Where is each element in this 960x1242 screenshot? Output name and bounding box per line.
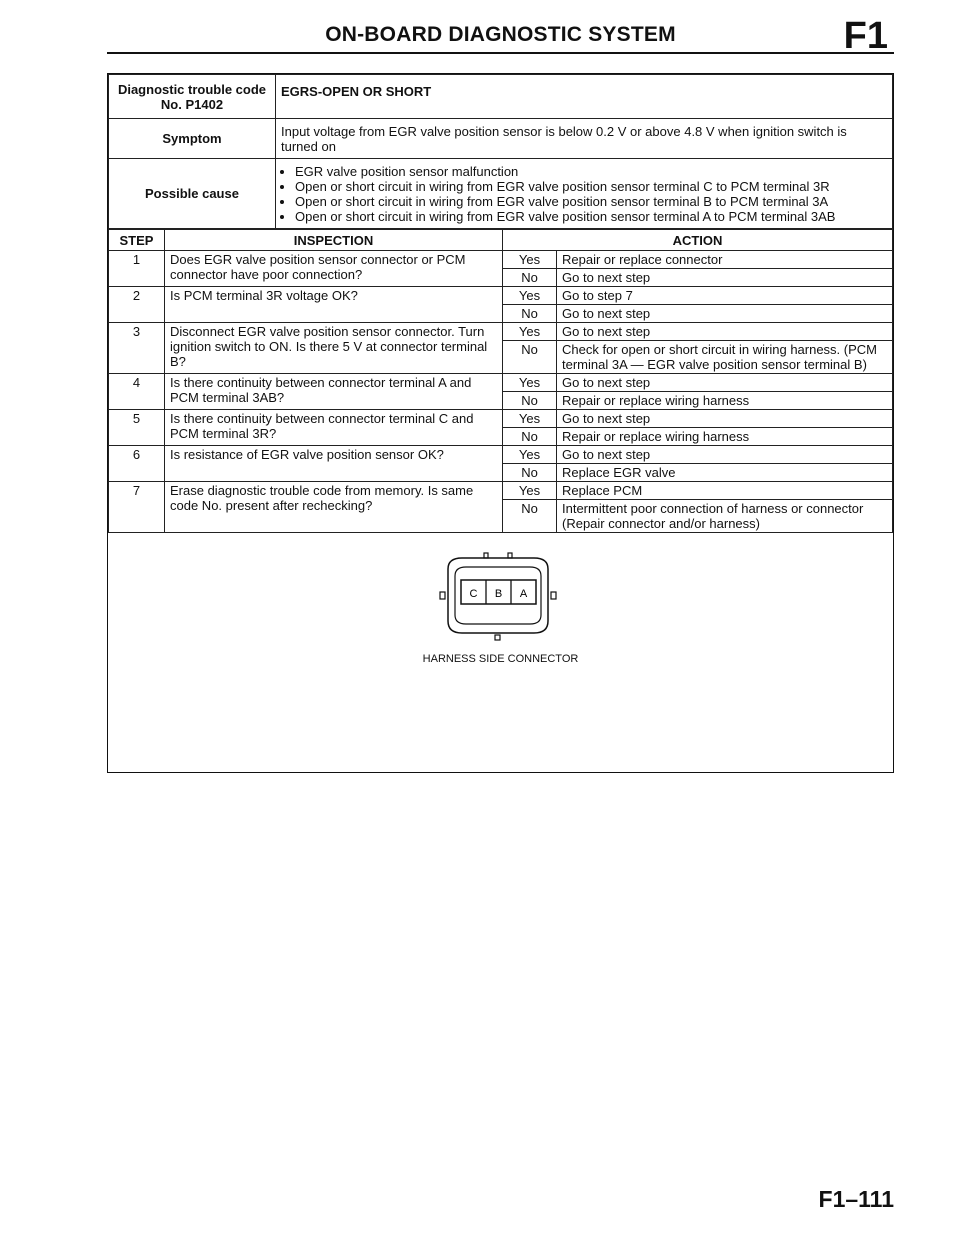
no-action: Replace EGR valve	[557, 464, 893, 482]
step-number: 2	[109, 287, 165, 323]
cause-item: • Open or short circuit in wiring from EGR valve position sensor terminal A to PCM terminal 3AB	[295, 209, 887, 224]
step-inspection: Is resistance of EGR valve position sensor OK?	[165, 446, 503, 482]
step-number: 6	[109, 446, 165, 482]
step-number: 1	[109, 251, 165, 287]
yes-label: Yes	[503, 446, 557, 464]
connector-caption: HARNESS SIDE CONNECTOR	[422, 653, 579, 665]
dtc-value: EGRS-OPEN OR SHORT	[276, 75, 893, 119]
yes-action: Go to step 7	[557, 287, 893, 305]
page-title: ON-BOARD DIAGNOSTIC SYSTEM	[325, 23, 676, 46]
step-row-yes	[109, 446, 893, 464]
dtc-label: Diagnostic trouble code No. P1402	[109, 75, 276, 119]
step-number: 3	[109, 323, 165, 374]
no-label: No	[503, 428, 557, 446]
symptom-row	[109, 119, 893, 159]
connector-diagram	[108, 533, 893, 678]
possible-cause-list-cell	[276, 159, 893, 229]
step-number: 7	[109, 482, 165, 533]
no-action: Repair or replace wiring harness	[557, 392, 893, 410]
no-action: Check for open or short circuit in wiring harness. (PCM terminal 3A — EGR valve position sensor terminal B)	[557, 341, 893, 374]
no-label: No	[503, 500, 557, 533]
terminal-c-label: C	[469, 588, 478, 600]
inspection-table	[108, 229, 893, 533]
yes-action: Go to next step	[557, 410, 893, 428]
yes-action: Go to next step	[557, 374, 893, 392]
yes-label: Yes	[503, 251, 557, 269]
inspection-column-header: INSPECTION	[165, 230, 503, 251]
section-code: F1	[843, 15, 888, 57]
step-column-header: STEP	[109, 230, 165, 251]
cause-item: • EGR valve position sensor malfunction	[295, 164, 887, 179]
symptom-value: Input voltage from EGR valve position sensor is below 0.2 V or above 4.8 V when ignition switch is turned on	[276, 119, 893, 159]
step-inspection: Is there continuity between connector terminal C and PCM terminal 3R?	[165, 410, 503, 446]
step-number: 4	[109, 374, 165, 410]
possible-cause-row	[109, 159, 893, 229]
no-label: No	[503, 305, 557, 323]
step-row-yes	[109, 251, 893, 269]
possible-cause-label: Possible cause	[109, 159, 276, 229]
step-inspection: Is PCM terminal 3R voltage OK?	[165, 287, 503, 323]
no-label: No	[503, 464, 557, 482]
yes-label: Yes	[503, 287, 557, 305]
no-label: No	[503, 269, 557, 287]
step-inspection: Does EGR valve position sensor connector or PCM connector have poor connection?	[165, 251, 503, 287]
yes-action: Repair or replace connector	[557, 251, 893, 269]
step-inspection: Is there continuity between connector terminal A and PCM terminal 3AB?	[165, 374, 503, 410]
no-action: Repair or replace wiring harness	[557, 428, 893, 446]
yes-action: Go to next step	[557, 446, 893, 464]
step-inspection: Disconnect EGR valve position sensor connector. Turn ignition switch to ON. Is there 5 V at connector terminal B?	[165, 323, 503, 374]
yes-action: Replace PCM	[557, 482, 893, 500]
action-column-header: ACTION	[503, 230, 893, 251]
page-header	[107, 15, 894, 57]
cause-item: • Open or short circuit in wiring from EGR valve position sensor terminal C to PCM terminal 3R	[295, 179, 887, 194]
yes-label: Yes	[503, 374, 557, 392]
no-action: Go to next step	[557, 269, 893, 287]
inspection-steps	[109, 251, 893, 533]
yes-label: Yes	[503, 323, 557, 341]
dtc-info-table	[108, 74, 893, 229]
step-row-yes	[109, 410, 893, 428]
yes-label: Yes	[503, 410, 557, 428]
no-label: No	[503, 392, 557, 410]
step-row-yes	[109, 482, 893, 500]
step-row-yes	[109, 287, 893, 305]
diagnostic-document	[107, 73, 894, 773]
terminal-b-label: B	[494, 588, 503, 600]
no-label: No	[503, 341, 557, 374]
no-action: Intermittent poor connection of harness or connector (Repair connector and/or harness)	[557, 500, 893, 533]
yes-action: Go to next step	[557, 323, 893, 341]
inspection-header-row	[109, 230, 893, 251]
dtc-row	[109, 75, 893, 119]
step-number: 5	[109, 410, 165, 446]
cause-item: • Open or short circuit in wiring from EGR valve position sensor terminal B to PCM terminal 3A	[295, 194, 887, 209]
step-row-yes	[109, 374, 893, 392]
yes-label: Yes	[503, 482, 557, 500]
no-action: Go to next step	[557, 305, 893, 323]
terminal-a-label: A	[519, 588, 528, 600]
possible-cause-list	[281, 164, 887, 224]
harness-connector-diagram	[424, 551, 564, 643]
step-row-yes	[109, 323, 893, 341]
page-number: F1–111	[818, 1186, 894, 1212]
symptom-label: Symptom	[109, 119, 276, 159]
step-inspection: Erase diagnostic trouble code from memory. Is same code No. present after rechecking?	[165, 482, 503, 533]
